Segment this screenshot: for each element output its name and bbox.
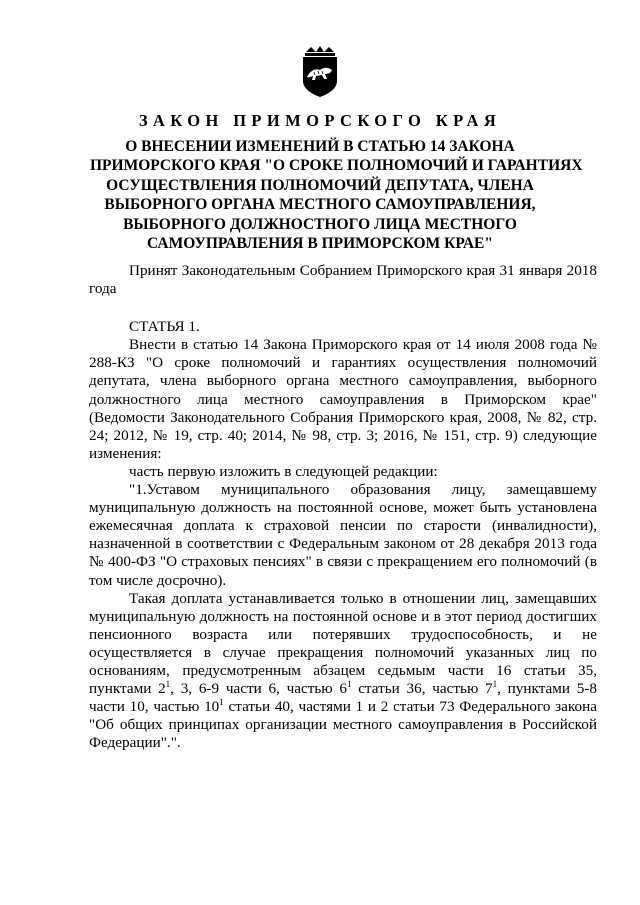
article-heading: СТАТЬЯ 1. xyxy=(129,318,200,336)
subject-line: ВЫБОРНОГО ОРГАНА МЕСТНОГО САМОУПРАВЛЕНИЯ, xyxy=(104,196,536,214)
document-body xyxy=(89,262,597,752)
text-fragment: статьи 36, частью 7 xyxy=(351,680,493,698)
superscript: 1 xyxy=(219,697,224,708)
text-fragment: , 3, 6-9 части 6, частью 6 xyxy=(170,680,347,698)
adoption-note: Принят Законодательным Собранием Приморского края 31 января 2018 года xyxy=(89,262,597,298)
article-instruction: часть первую изложить в следующей редакции: xyxy=(129,462,438,480)
article-intro: Внести в статью 14 Закона Приморского края от 14 июля 2008 года № 288-КЗ "О сроке полномочий и гарантиях осуществления полномочий депутата, члена выборного органа местного самоуправления, выборного должностного лица местного самоуправления в Приморском крае" (Ведомости Законодательного Собрания Приморского края, 2008, № 82, стр. 24; 2012, № 19, стр. 40; 2014, № 98, стр. 3; 2016, № 151, стр. 9) следующие изменения: xyxy=(89,336,597,462)
subject-line: ПРИМОРСКОГО КРАЯ "О СРОКЕ ПОЛНОМОЧИЙ И ГАРАНТИЯХ xyxy=(90,157,583,175)
subject-line: ОСУЩЕСТВЛЕНИЯ ПОЛНОМОЧИЙ ДЕПУТАТА, ЧЛЕНА xyxy=(106,176,534,194)
coat-of-arms-icon xyxy=(302,44,338,98)
subject-line: О ВНЕСЕНИИ ИЗМЕНЕНИЙ В СТАТЬЮ 14 ЗАКОНА xyxy=(125,138,515,155)
superscript: 1 xyxy=(165,679,171,690)
quote-paragraph-2 xyxy=(89,590,597,753)
quote-paragraph-1: "1.Уставом муниципального образования лицу, замещавшему муниципальную должность на постоянной основе, может быть установлена ежемесячная доплата к страховой пенсии по старости (инвалидности), назначенной в соответствии с Федеральным законом от 28 декабря 2013 года № 400-ФЗ "О страховых пенсиях" в связи с прекращением его полномочий (в том числе досрочно). xyxy=(89,481,597,589)
law-subject xyxy=(90,137,583,253)
subject-line: ВЫБОРНОГО ДОЛЖНОСТНОГО ЛИЦА МЕСТНОГО xyxy=(123,215,517,233)
superscript: 1 xyxy=(346,679,352,690)
law-title: ЗАКОН ПРИМОРСКОГО КРАЯ xyxy=(138,111,502,130)
subject-line: САМОУПРАВЛЕНИЯ В ПРИМОРСКОМ КРАЕ" xyxy=(147,235,493,253)
superscript: 1 xyxy=(492,679,498,690)
text-fragment: статьи 40, частями 1 и 2 статьи 73 Федерального закона "Об общих принципах организации местного самоуправления в Российской Федерации".". xyxy=(89,698,597,752)
text-fragment: , пунктами 5-8 части 10, частью 10 xyxy=(89,680,597,716)
text-fragment: Такая доплата устанавливается только в отношении лиц, замещавших муниципальную должность на постоянной основе и в этот период достигших пенсионного возраста или потерявших трудоспособность, и не осуществляется в случае прекращения полномочий указанных лиц по основаниям, предусмотренным абзацем седьмым части 16 статьи 35, пунктами 2 xyxy=(89,589,597,698)
